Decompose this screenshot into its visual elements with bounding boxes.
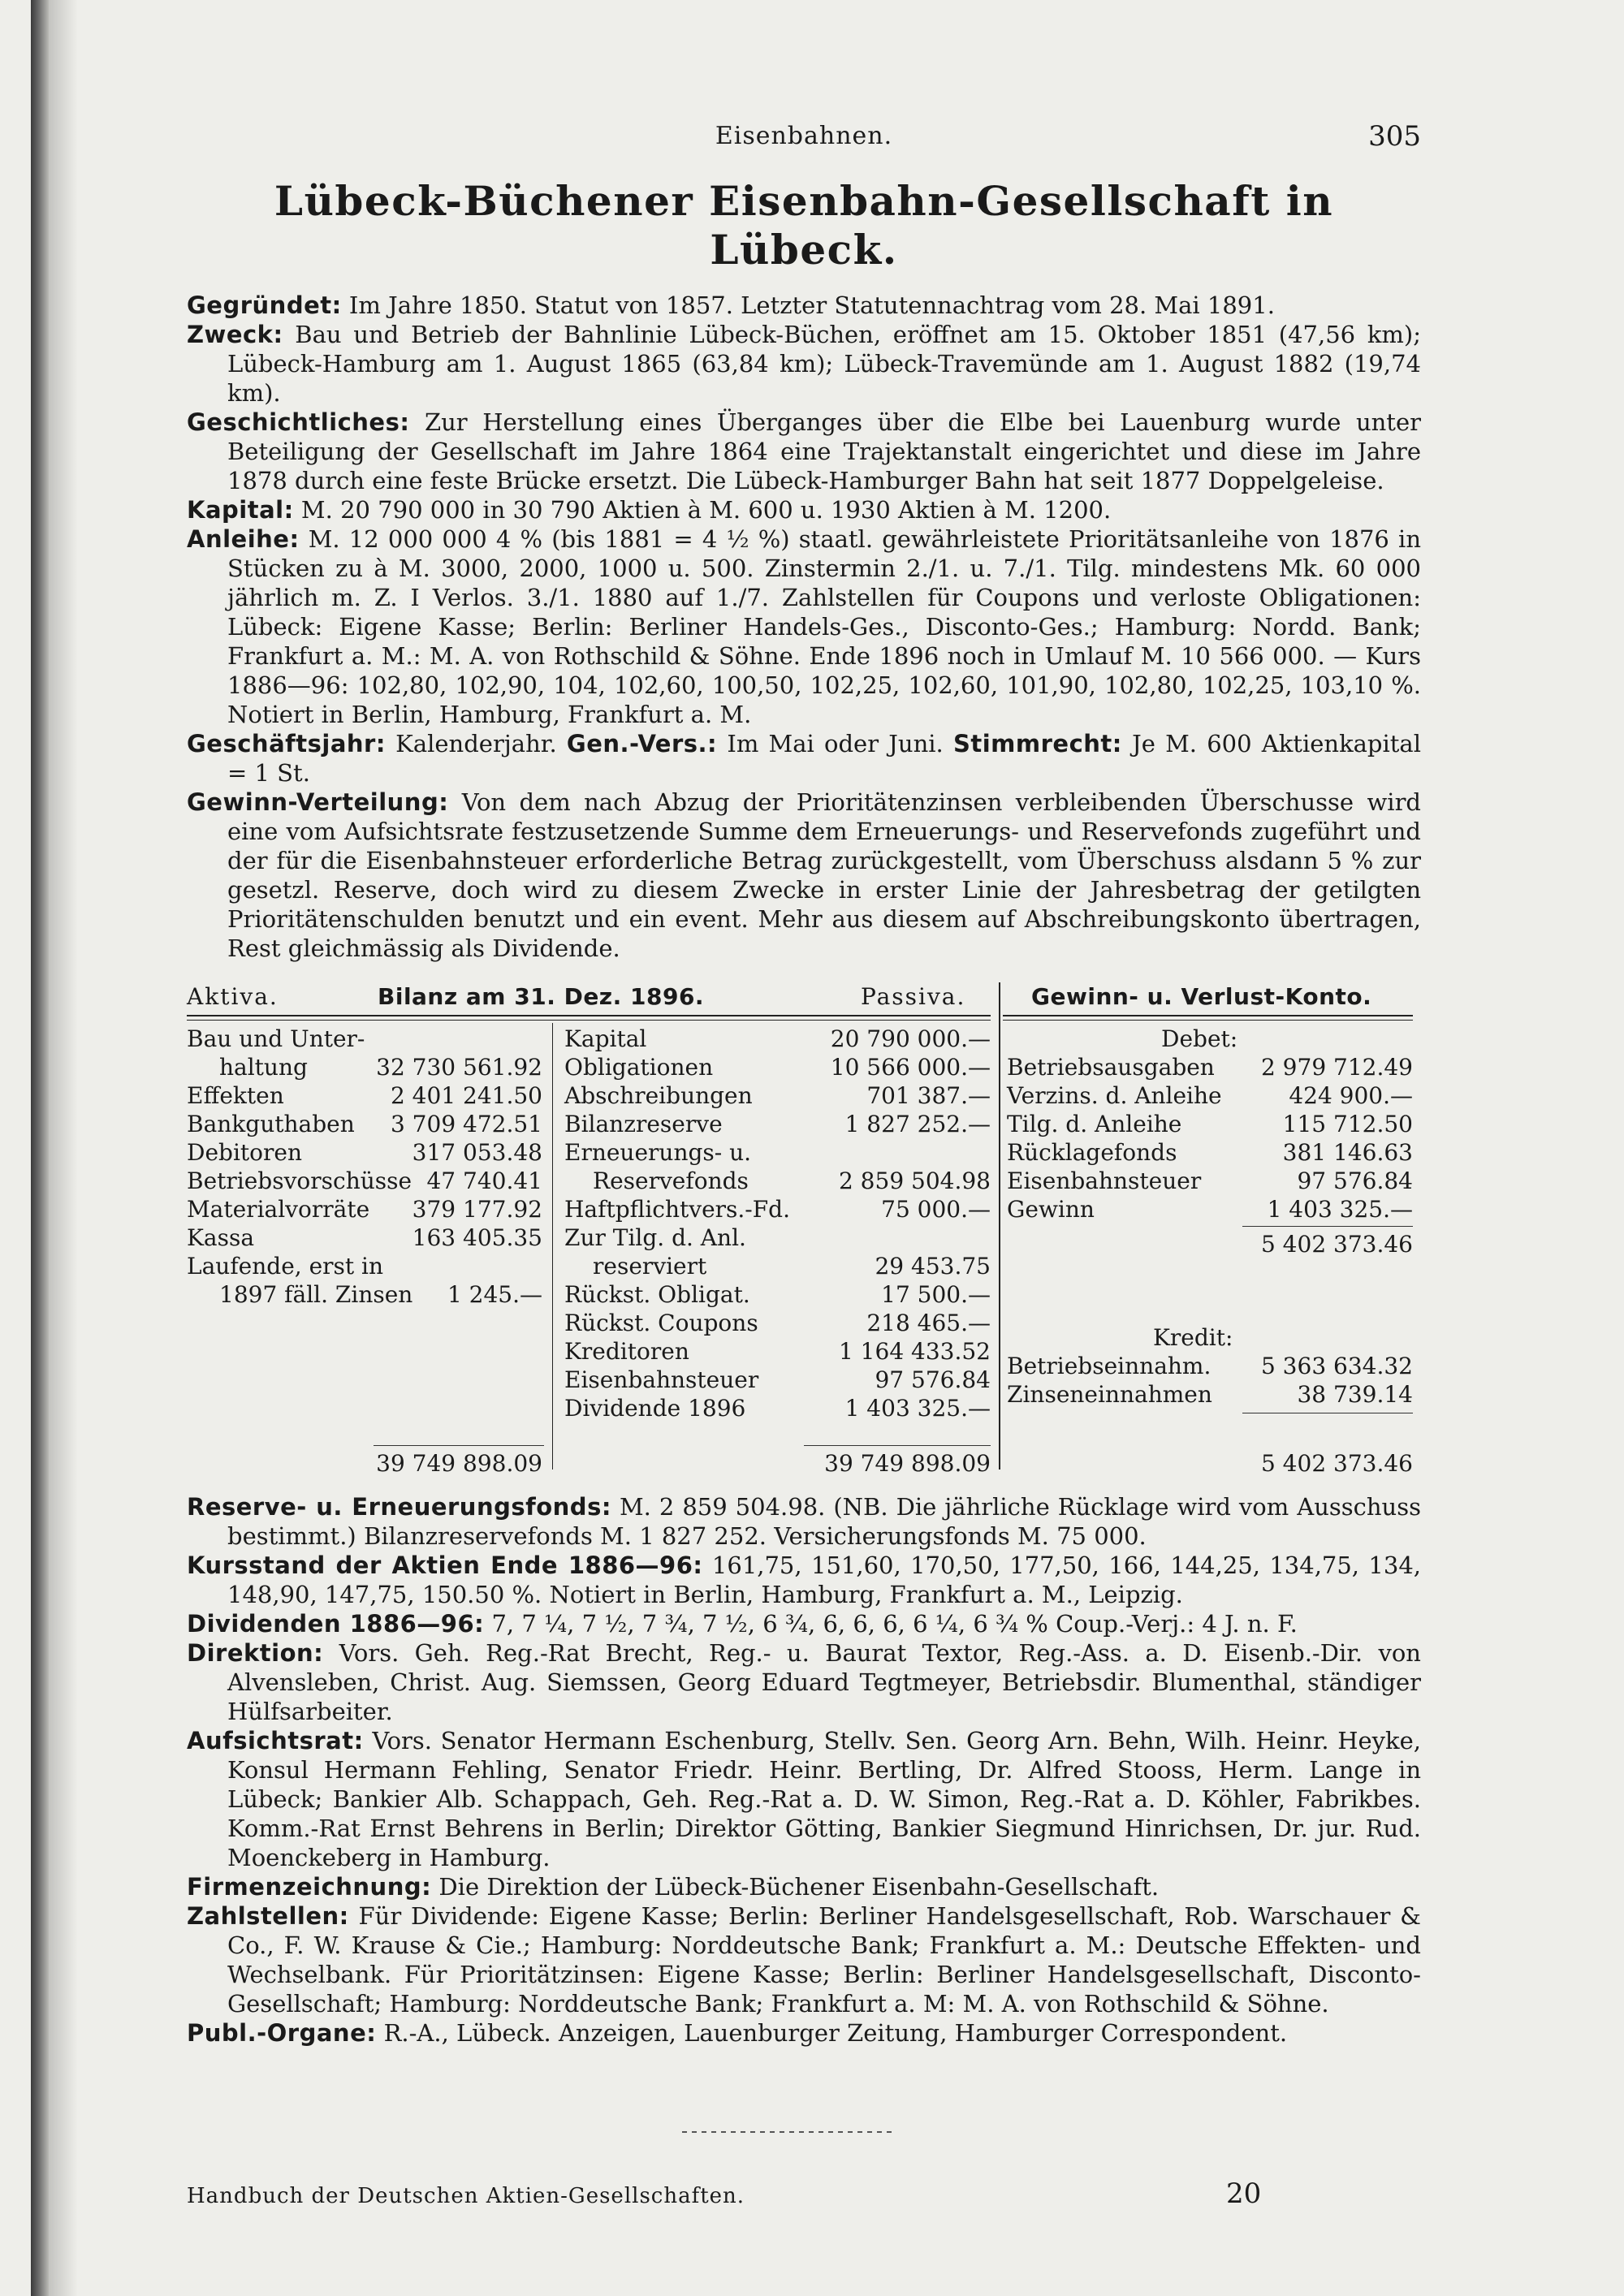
entry-label: Kapital: bbox=[187, 496, 294, 524]
aktiva-item: Betriebsvorschüsse bbox=[187, 1167, 412, 1194]
entry-text: Im Jahre 1850. Statut von 1857. Letzter Statutennachtrag vom 28. Mai 1891. bbox=[341, 291, 1275, 319]
debet-item: Tilg. d. Anleihe bbox=[1007, 1111, 1182, 1137]
aktiva-item: Kassa bbox=[187, 1224, 255, 1251]
aktiva-item: Debitoren bbox=[187, 1139, 302, 1166]
company-title: Lübeck-Büchener Eisenbahn-Gesellschaft in Lübeck. bbox=[274, 177, 1334, 274]
aktiva-value: 317 053.48 bbox=[412, 1139, 542, 1166]
entry-label: Dividenden 1886—96: bbox=[187, 1610, 485, 1638]
entries-top bbox=[187, 291, 1421, 729]
passiva-item: Reservefonds bbox=[593, 1167, 749, 1194]
passiva-value: 1 164 433.52 bbox=[838, 1338, 991, 1365]
entry-gewinn-verteilung: Gewinn-Verteilung: Von dem nach Abzug der Prioritätenzinsen verbleibenden Überschusse wird eine vom Aufsichtsrate festzusetzende Summe dem Erneuerungs- und Reservefonds zugeführt und der für die Eisenbahnsteuer erforderliche Betrag zurückgestellt, vom Überschuss alsdann 5 % zur gesetzl. Reserve, doch wird zu diesem Zwecke in erster Linie der Jahresbetrag der getilgten Prioritätenschulden benutzt und ein event. Mehr aus diesem auf Abschreibungskonto übertragen, Rest gleichmässig als Dividende. bbox=[187, 788, 1421, 962]
aktiva-label: Aktiva. bbox=[187, 983, 279, 1010]
passiva-value: 218 465.— bbox=[866, 1310, 991, 1336]
aktiva-item: Materialvorräte bbox=[187, 1196, 370, 1223]
passiva-value: 20 790 000.— bbox=[830, 1025, 991, 1052]
separator bbox=[682, 2131, 893, 2133]
entry-label: Gegründet: bbox=[187, 291, 342, 319]
kredit-label: Kredit: bbox=[1153, 1324, 1233, 1351]
binding-shadow bbox=[49, 0, 78, 2296]
rule bbox=[187, 1015, 991, 1016]
debet-value: 424 900.— bbox=[1289, 1082, 1413, 1109]
passiva-value: 75 000.— bbox=[881, 1196, 991, 1223]
entry-label: Aufsichtsrat: bbox=[187, 1727, 364, 1754]
entry bbox=[187, 291, 1421, 320]
running-header bbox=[187, 122, 1421, 162]
entry-label: Zahlstellen: bbox=[187, 1902, 349, 1930]
passiva-value: 1 403 325.— bbox=[844, 1395, 991, 1422]
passiva-item: Obligationen bbox=[564, 1054, 714, 1081]
debet-value: 97 576.84 bbox=[1297, 1167, 1413, 1194]
entry bbox=[187, 1872, 1421, 1901]
debet-value: 1 403 325.— bbox=[1267, 1196, 1413, 1223]
kredit-value: 5 363 634.32 bbox=[1260, 1353, 1413, 1379]
passiva-total: 39 749 898.09 bbox=[824, 1450, 991, 1477]
passiva-item: Kreditoren bbox=[564, 1338, 689, 1365]
entry-geschaeftsjahr: Geschäftsjahr: Kalenderjahr. Gen.-Vers.: Im Mai oder Juni. Stimmrecht: Je M. 600 Aktienkapital = 1 St. bbox=[187, 730, 1421, 787]
footer bbox=[187, 2177, 1421, 2210]
entry-label: Kursstand der Aktien Ende 1886—96: bbox=[187, 1552, 703, 1579]
debet-label: Debet: bbox=[1161, 1025, 1238, 1052]
aktiva-value: 379 177.92 bbox=[412, 1196, 542, 1223]
bilanz-title: Bilanz am 31. Dez. 1896. bbox=[378, 983, 705, 1010]
passiva-item: Rückst. Coupons bbox=[564, 1310, 758, 1336]
entry bbox=[187, 1726, 1421, 1872]
debet-item: Verzins. d. Anleihe bbox=[1007, 1082, 1222, 1109]
gv-title: Gewinn- u. Verlust-Konto. bbox=[1031, 983, 1372, 1010]
entry-text: Für Dividende: Eigene Kasse; Berlin: Berliner Handelsgesellschaft, Rob. Warschauer & Co., F. W. Krause & Cie.; Hamburg: Norddeutsche Bank; Frankfurt a. M.: Deutsche Effekten- und Wechselbank. Für Prioritätzinsen: Eigene Kasse; Berlin: Berliner Handelsgesellschaft, Disconto-Gesellschaft; Hamburg: Norddeutsche Bank; Frankfurt a. M: M. A. von Rothschild & Söhne. bbox=[227, 1902, 1421, 2018]
entry bbox=[187, 1901, 1421, 2018]
passiva-item: Abschreibungen bbox=[564, 1082, 753, 1109]
debet-value: 2 979 712.49 bbox=[1260, 1054, 1413, 1081]
debet-total: 5 402 373.46 bbox=[1260, 1231, 1413, 1258]
passiva-item: Erneuerungs- u. bbox=[564, 1139, 752, 1166]
sum-rule bbox=[374, 1445, 544, 1446]
passiva-value: 10 566 000.— bbox=[830, 1054, 991, 1081]
debet-value: 115 712.50 bbox=[1282, 1111, 1413, 1137]
debet-value: 381 146.63 bbox=[1282, 1139, 1413, 1166]
rule bbox=[1003, 1020, 1413, 1021]
debet-item: Gewinn bbox=[1007, 1196, 1095, 1223]
footer-signature: 20 bbox=[1226, 2177, 1262, 2210]
aktiva-value: 163 405.35 bbox=[412, 1224, 542, 1251]
entry bbox=[187, 1609, 1421, 1638]
entry-text: M. 20 790 000 in 30 790 Aktien à M. 600 u. 1930 Aktien à M. 1200. bbox=[293, 496, 1112, 524]
passiva-value: 1 827 252.— bbox=[844, 1111, 991, 1137]
entry-label: Direktion: bbox=[187, 1639, 324, 1667]
aktiva-value: 47 740.41 bbox=[426, 1167, 542, 1194]
entry-label: Geschichtliches: bbox=[187, 408, 410, 436]
passiva-item: Rückst. Obligat. bbox=[564, 1281, 750, 1308]
passiva-item: reserviert bbox=[593, 1253, 707, 1280]
entry-text: M. 12 000 000 4 % (bis 1881 = 4 ½ %) staatl. gewährleistete Prioritätsanleihe von 1876 in Stücken zu à M. 3000, 2000, 1000 u. 500. Zinstermin 2./1. u. 7./1. Tilg. mindestens Mk. 60 000 jährlich m. Z. I Verlos. 3./1. 1880 auf 1./7. Zahlstellen für Coupons und verloste Obligationen: Lübeck: Eigene Kasse; Berlin: Berliner Handels-Ges., Disconto-Ges.; Hamburg: Nordd. Bank; Frankfurt a. M.: M. A. von Rothschild & Söhne. Ende 1896 noch in Umlauf M. 10 566 000. — Kurs 1886—96: 102,80, 102,90, 104, 102,60, 100,50, 102,25, 102,60, 101,90, 102,80, 102,25, 103,10 %. Notiert in Berlin, Hamburg, Frankfurt a. M. bbox=[227, 525, 1421, 728]
aktiva-total: 39 749 898.09 bbox=[376, 1450, 542, 1477]
rule bbox=[1003, 1015, 1413, 1016]
entry bbox=[187, 2018, 1421, 2048]
entry-text: M. 2 859 504.98. (NB. Die jährliche Rücklage wird vom Ausschuss bestimmt.) Bilanzreservefonds M. 1 827 252. Versicherungsfonds M. 75 000. bbox=[227, 1493, 1421, 1550]
column-divider bbox=[999, 982, 1000, 1470]
aktiva-value: 32 730 561.92 bbox=[376, 1054, 542, 1081]
kredit-value: 38 739.14 bbox=[1297, 1381, 1413, 1408]
entry-text: Zur Herstellung eines Überganges über die Elbe bei Lauenburg wurde unter Beteiligung der Gesellschaft im Jahre 1864 eine Trajektanstalt eingerichtet und diese im Jahre 1878 durch eine feste Brücke ersetzt. Die Lübeck-Hamburger Bahn hat seit 1877 Doppelgeleise. bbox=[227, 408, 1421, 494]
aktiva-item: haltung bbox=[219, 1054, 308, 1081]
entry bbox=[187, 320, 1421, 408]
aktiva-item: Laufende, erst in bbox=[187, 1253, 384, 1280]
aktiva-value: 3 709 472.51 bbox=[390, 1111, 542, 1137]
kredit-item: Zinseneinnahmen bbox=[1007, 1381, 1212, 1408]
page-number: 305 bbox=[1368, 120, 1421, 153]
balance-section bbox=[187, 982, 1421, 1486]
passiva-item: Dividende 1896 bbox=[564, 1395, 746, 1422]
passiva-item: Haftpflichtvers.-Fd. bbox=[564, 1196, 791, 1223]
debet-item: Rücklagefonds bbox=[1007, 1139, 1177, 1166]
debet-item: Betriebsausgaben bbox=[1007, 1054, 1215, 1081]
aktiva-item: 1897 fäll. Zinsen bbox=[219, 1281, 413, 1308]
column-divider bbox=[552, 1023, 553, 1470]
entry bbox=[187, 524, 1421, 729]
passiva-value: 97 576.84 bbox=[875, 1366, 991, 1393]
section-title: Eisenbahnen. bbox=[715, 122, 893, 150]
entry-label: Zweck: bbox=[187, 321, 283, 348]
binding-edge bbox=[31, 0, 49, 2296]
entry-text: 7, 7 ¼, 7 ½, 7 ¾, 7 ½, 6 ¾, 6, 6, 6, 6 ¼, 6 ¾ % Coup.-Verj.: 4 J. n. F. bbox=[484, 1610, 1298, 1638]
entry bbox=[187, 1492, 1421, 1551]
entry-label: Reserve- u. Erneuerungsfonds: bbox=[187, 1493, 611, 1521]
entry bbox=[187, 495, 1421, 524]
entry bbox=[187, 408, 1421, 495]
aktiva-value: 2 401 241.50 bbox=[390, 1082, 542, 1109]
aktiva-value: 1 245.— bbox=[447, 1281, 542, 1308]
passiva-item: Eisenbahnsteuer bbox=[564, 1366, 759, 1393]
aktiva-item: Bau und Unter- bbox=[187, 1025, 365, 1052]
page-body bbox=[187, 122, 1421, 2048]
passiva-item: Bilanzreserve bbox=[564, 1111, 723, 1137]
footer-book: Handbuch der Deutschen Aktien-Gesellschaften. bbox=[187, 2184, 745, 2208]
kredit-item: Betriebseinnahm. bbox=[1007, 1353, 1212, 1379]
passiva-item: Kapital bbox=[564, 1025, 647, 1052]
passiva-label: Passiva. bbox=[861, 983, 966, 1010]
entry-label: Firmenzeichnung: bbox=[187, 1873, 432, 1901]
entry-text: Vors. Geh. Reg.-Rat Brecht, Reg.- u. Baurat Textor, Reg.-Ass. a. D. Eisenb.-Dir. von Alvensleben, Christ. Aug. Siemssen, Georg Eduard Tegtmeyer, Betriebsdir. Blumenthal, ständiger Hülfsarbeiter. bbox=[227, 1639, 1421, 1725]
kredit-total: 5 402 373.46 bbox=[1260, 1450, 1413, 1477]
entry-text: Bau und Betrieb der Bahnlinie Lübeck-Büchen, eröffnet am 15. Oktober 1851 (47,56 km); Lübeck-Hamburg am 1. August 1865 (63,84 km); Lübeck-Travemünde am 1. August 1882 (19,74 km). bbox=[227, 321, 1421, 407]
entry-text: Die Direktion der Lübeck-Büchener Eisenbahn-Gesellschaft. bbox=[431, 1873, 1160, 1901]
passiva-value: 29 453.75 bbox=[875, 1253, 991, 1280]
passiva-value: 2 859 504.98 bbox=[838, 1167, 991, 1194]
entry bbox=[187, 1551, 1421, 1609]
sum-rule bbox=[1242, 1226, 1413, 1227]
entry-text: Vors. Senator Hermann Eschenburg, Stellv. Sen. Georg Arn. Behn, Wilh. Heinr. Heyke, Konsul Hermann Fehling, Senator Friedr. Heinr. Bertling, Dr. Alfred Stooss, Herm. Lange in Lübeck; Bankier Alb. Schappach, Geh. Reg.-Rat a. D. W. Simon, Reg.-Rat a. D. Köhler, Fabrikbes. Komm.-Rat Ernst Behrens in Berlin; Direktor Götting, Bankier Siegmund Hinrichsen, Dr. jur. Rud. Moenckeberg in Hamburg. bbox=[227, 1727, 1421, 1871]
entry-text: R.-A., Lübeck. Anzeigen, Lauenburger Zeitung, Hamburger Correspondent. bbox=[376, 2019, 1288, 2047]
debet-item: Eisenbahnsteuer bbox=[1007, 1167, 1202, 1194]
entry-label: Publ.-Organe: bbox=[187, 2019, 377, 2047]
entry bbox=[187, 1638, 1421, 1726]
passiva-item: Zur Tilg. d. Anl. bbox=[564, 1224, 746, 1251]
entries-bottom bbox=[187, 1492, 1421, 2048]
rule bbox=[187, 1020, 991, 1021]
passiva-value: 701 387.— bbox=[866, 1082, 991, 1109]
aktiva-item: Bankguthaben bbox=[187, 1111, 355, 1137]
entry-label: Anleihe: bbox=[187, 525, 300, 553]
aktiva-item: Effekten bbox=[187, 1082, 284, 1109]
balance-header bbox=[187, 982, 1413, 1015]
entry-text: 161,75, 151,60, 170,50, 177,50, 166, 144,25, 134,75, 134, 148,90, 147,75, 150.50 %. Notiert in Berlin, Hamburg, Frankfurt a. M., Leipzig. bbox=[227, 1552, 1422, 1608]
sum-rule bbox=[804, 1445, 991, 1446]
passiva-value: 17 500.— bbox=[881, 1281, 991, 1308]
